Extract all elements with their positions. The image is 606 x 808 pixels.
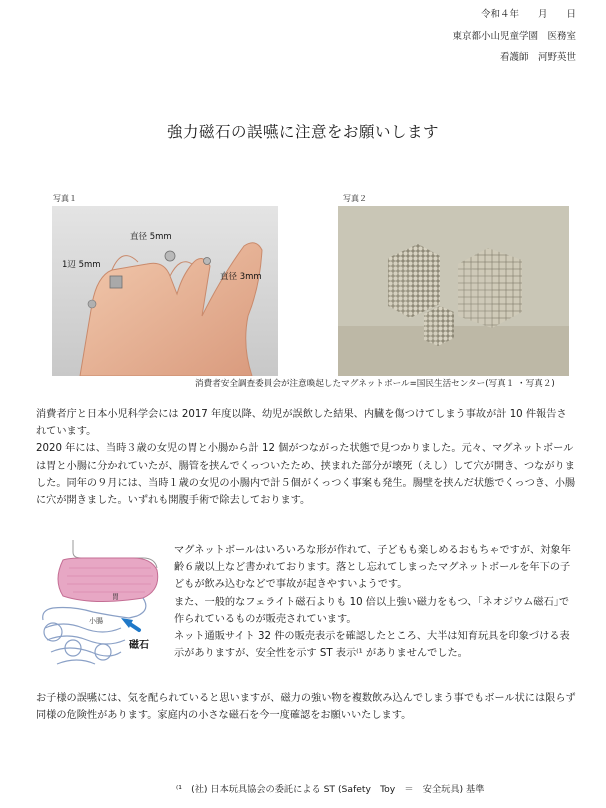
body-text xyxy=(36,406,576,509)
body-paragraph: 2020 年には、当時３歳の女児の胃と小腸から計 12 個がつながった状態で見つかりました。元々、マグネットボールは胃と小腸に分かれていたが、腸管を挟んでくっついたため、挟まれた部分が壊死（えし）して穴が開き、つながりました。同年の９月には、当時１歳の女児の小腸内で計５個がくっつく事案も発生。腸壁を挟んだ状態でくっつき、小腸に穴が開きました。いずれも開腹手術で除去しております。 xyxy=(36,443,576,507)
diagram-label-magnet: 磁石 xyxy=(129,640,149,651)
diagram-label-small-intestine: 小腸 xyxy=(89,617,103,625)
footnote: ⁽¹ (社) 日本玩具協会の委託による ST (Safety Toy ＝ 安全玩具) 基準 xyxy=(176,784,485,795)
digestive-diagram xyxy=(33,540,164,678)
diagram-label-stomach: 胃 xyxy=(112,593,119,601)
photo1 xyxy=(52,206,278,376)
author-line: 看護師 河野英世 xyxy=(499,52,576,63)
closing-paragraph: お子様の誤嚥には、気を配られていると思いますが、磁力の強い物を複数飲み込んでしまう事でもボール状には限らず同様の危険性があります。家庭内の小さな磁石を今一度確認をお願いいたします。 xyxy=(36,693,576,722)
photo2-label: 写真２ xyxy=(343,194,367,203)
organization-line: 東京都小山児童学園 医務室 xyxy=(452,31,576,42)
closing-text xyxy=(36,690,576,724)
date-line: 令和４年 月 日 xyxy=(480,9,576,20)
photo1-annotation-side: 1辺 5mm xyxy=(62,260,101,270)
photo2-image xyxy=(338,206,569,376)
side-paragraph: ネット通販サイト 32 件の販売表示を確認したところ、大半は知育玩具を印象づける表示がありますが、安全性を示す ST 表示⁽¹ がありませんでした。 xyxy=(174,631,570,660)
side-paragraph: マグネットボールはいろいろな形が作れて、子どもも楽しめるおもちゃですが、対象年齢６歳以上など書かれております。落とし忘れてしまったマグネットボールを年下の子どもが飲み込むなどで事故が起きやすいようです。 xyxy=(174,545,571,591)
photo1-label: 写真１ xyxy=(53,194,77,203)
photo-caption: 消費者安全調査委員会が注意喚起したマグネットボール=国民生活センター(写真１ ・写真２) xyxy=(195,379,555,389)
photo1-annotation-3mm: 直径 3mm xyxy=(220,272,262,282)
side-paragraph: また、一般的なフェライト磁石よりも 10 倍以上強い磁力をもつ、｢ネオジウム磁石｣で作られているものが販売されています。 xyxy=(174,596,570,625)
photo1-annotation-5mm: 直径 5mm xyxy=(130,232,172,242)
body-paragraph: 消費者庁と日本小児科学会には 2017 年度以降、幼児が誤飲した結果、内臓を傷つけてしまう事故が計 10 件報告されています。 xyxy=(36,409,567,438)
side-text xyxy=(174,542,576,662)
photo2 xyxy=(338,206,569,376)
page-title: 強力磁石の誤嚥に注意をお願いします xyxy=(166,123,439,141)
digestive-diagram-image xyxy=(33,540,164,678)
